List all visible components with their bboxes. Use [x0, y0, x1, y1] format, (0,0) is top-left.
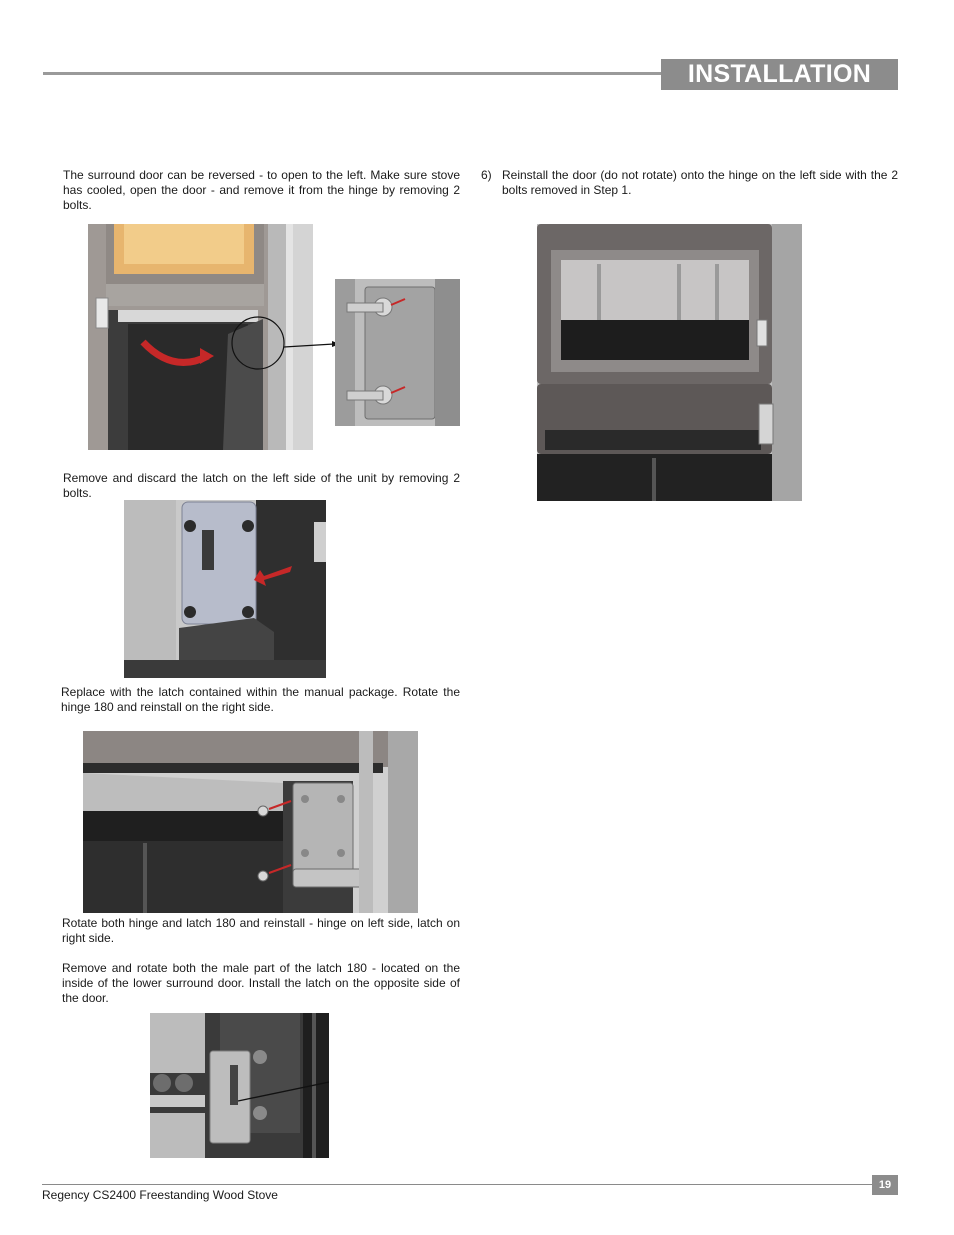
header-rule [43, 72, 663, 75]
footer-doc-title: Regency CS2400 Freestanding Wood Stove [42, 1188, 278, 1202]
callout-line [284, 338, 340, 348]
figure-door-reinstalled [537, 224, 802, 501]
figure-door-latch [150, 1013, 329, 1158]
step-3-text: Replace with the latch contained within the manual package. Rotate the hinge 180 and reinstall on the right side. [61, 685, 460, 714]
footer-rule [42, 1184, 872, 1185]
step-1-text: The surround door can be reversed - to open to the left. Make sure stove has cooled, open the door - and remove it from the hinge by removing 2 bolts. [63, 168, 460, 212]
section-title: INSTALLATION [661, 59, 898, 90]
step-6-number: 6) [481, 168, 492, 182]
page-number: 19 [872, 1175, 898, 1195]
step-2-text: Remove and discard the latch on the left side of the unit by removing 2 bolts. [63, 471, 460, 500]
figure-stove-door-open [88, 224, 313, 450]
figure-latch-left [124, 500, 326, 678]
figure-hinge-closeup [335, 279, 460, 426]
step-5-text: Remove and rotate both the male part of the latch 180 - located on the inside of the lower surround door. Install the latch on the opposite side of the door. [62, 961, 460, 1005]
step-4-text: Rotate both hinge and latch 180 and reinstall - hinge on left side, latch on right side. [62, 916, 460, 945]
step-6-text: Reinstall the door (do not rotate) onto the hinge on the left side with the 2 bolts removed in Step 1. [502, 168, 898, 197]
figure-hinge-right [83, 731, 418, 913]
